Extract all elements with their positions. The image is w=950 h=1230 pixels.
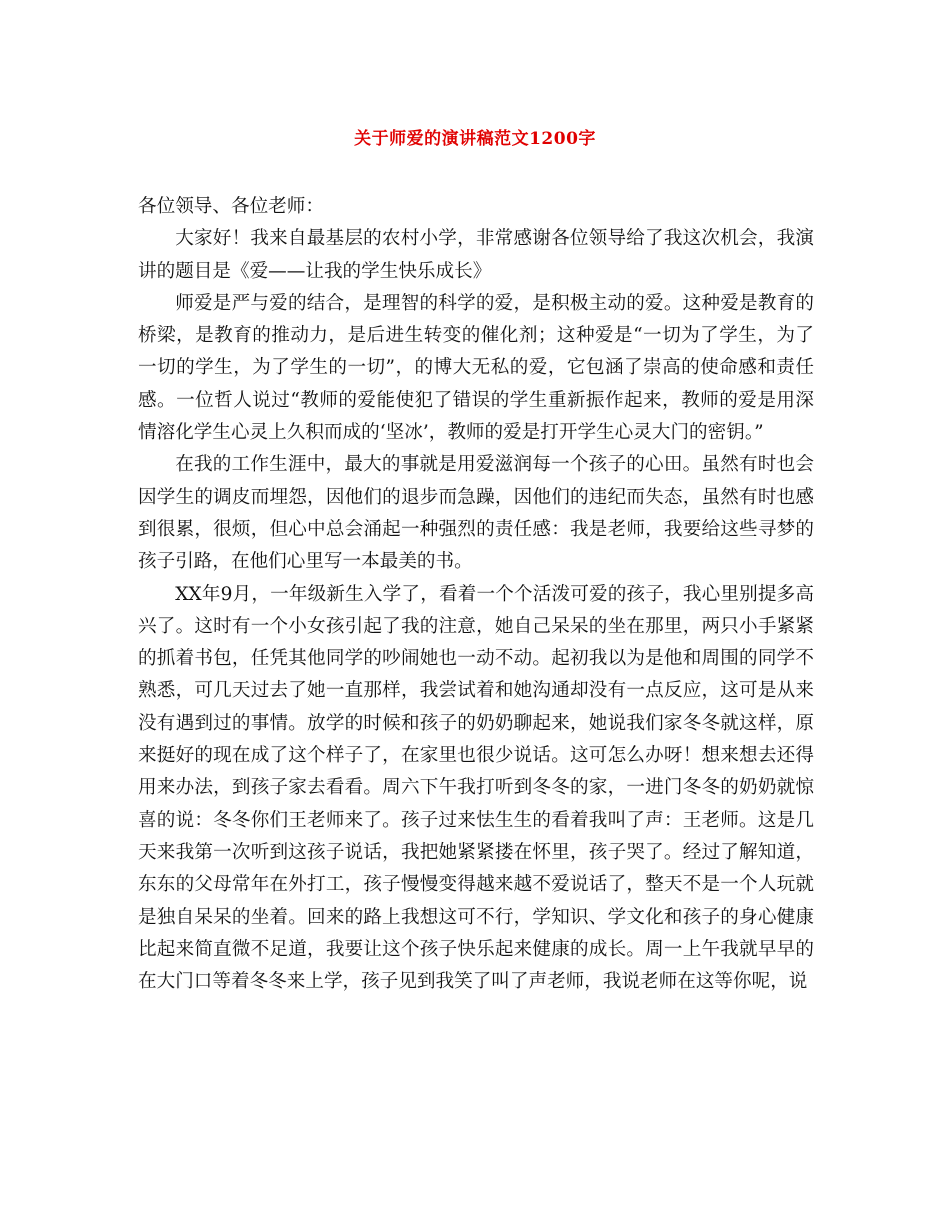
document-body bbox=[138, 191, 814, 998]
paragraph-1: 大家好！我来自最基层的农村小学，非常感谢各位领导给了我这次机会，我演讲的题目是《爱——让我的学生快乐成长》 bbox=[138, 228, 814, 282]
paragraph-3: 在我的工作生涯中，最大的事就是用爱滋润每一个孩子的心田。虽然有时也会因学生的调皮而埋怨，因他们的退步而急躁，因他们的违纪而失态，虽然有时也感到很累，很烦，但心中总会涌起一种强烈的责任感：我是老师，我要给这些寻梦的孩子引路，在他们心里写一本最美的书。 bbox=[138, 454, 814, 573]
paragraph-2: 师爱是严与爱的结合，是理智的科学的爱，是积极主动的爱。这种爱是教育的桥梁，是教育的推动力，是后进生转变的催化剂；这种爱是“一切为了学生，为了一切的学生，为了学生的一切”，的博大无私的爱，它包涵了崇高的使命感和责任感。一位哲人说过“教师的爱能使犯了错误的学生重新振作起来，教师的爱是用深情溶化学生心灵上久积而成的‘坚冰’，教师的爱是打开学生心灵大门的密钥。” bbox=[138, 292, 814, 444]
document-title: 关于师爱的演讲稿范文1200字 bbox=[354, 129, 596, 149]
paragraph-4: XX年9月，一年级新生入学了，看着一个个活泼可爱的孩子，我心里别提多高兴了。这时有一个小女孩引起了我的注意，她自己呆呆的坐在那里，两只小手紧紧的抓着书包，任凭其他同学的吵闹她也一动不动。起初我以为是他和周围的同学不熟悉，可几天过去了她一直那样，我尝试着和她沟通却没有一点反应，这可是从来没有遇到过的事情。放学的时候和孩子的奶奶聊起来，她说我们家冬冬就这样，原来挺好的现在成了这个样子了，在家里也很少说话。这可怎么办呀！想来想去还得用来办法，到孩子家去看看。周六下午我打听到冬冬的家，一进门冬冬的奶奶就惊喜的说：冬冬你们王老师来了。孩子过来怯生生的看着我叫了声：王老师。这是几天来我第一次听到这孩子说话，我把她紧紧搂在怀里，孩子哭了。经过了解知道，东东的父母常年在外打工，孩子慢慢变得越来越不爱说话了，整天不是一个人玩就是独自呆呆的坐着。回来的路上我想这可不行，学知识、学文化和孩子的身心健康比起来简直微不足道，我要让这个孩子快乐起来健康的成长。周一上午我就早早的在大门口等着冬冬来上学，孩子见到我笑了叫了声老师，我说老师在这等你呢，说 bbox=[138, 583, 814, 993]
salutation: 各位领导、各位老师： bbox=[138, 196, 324, 217]
